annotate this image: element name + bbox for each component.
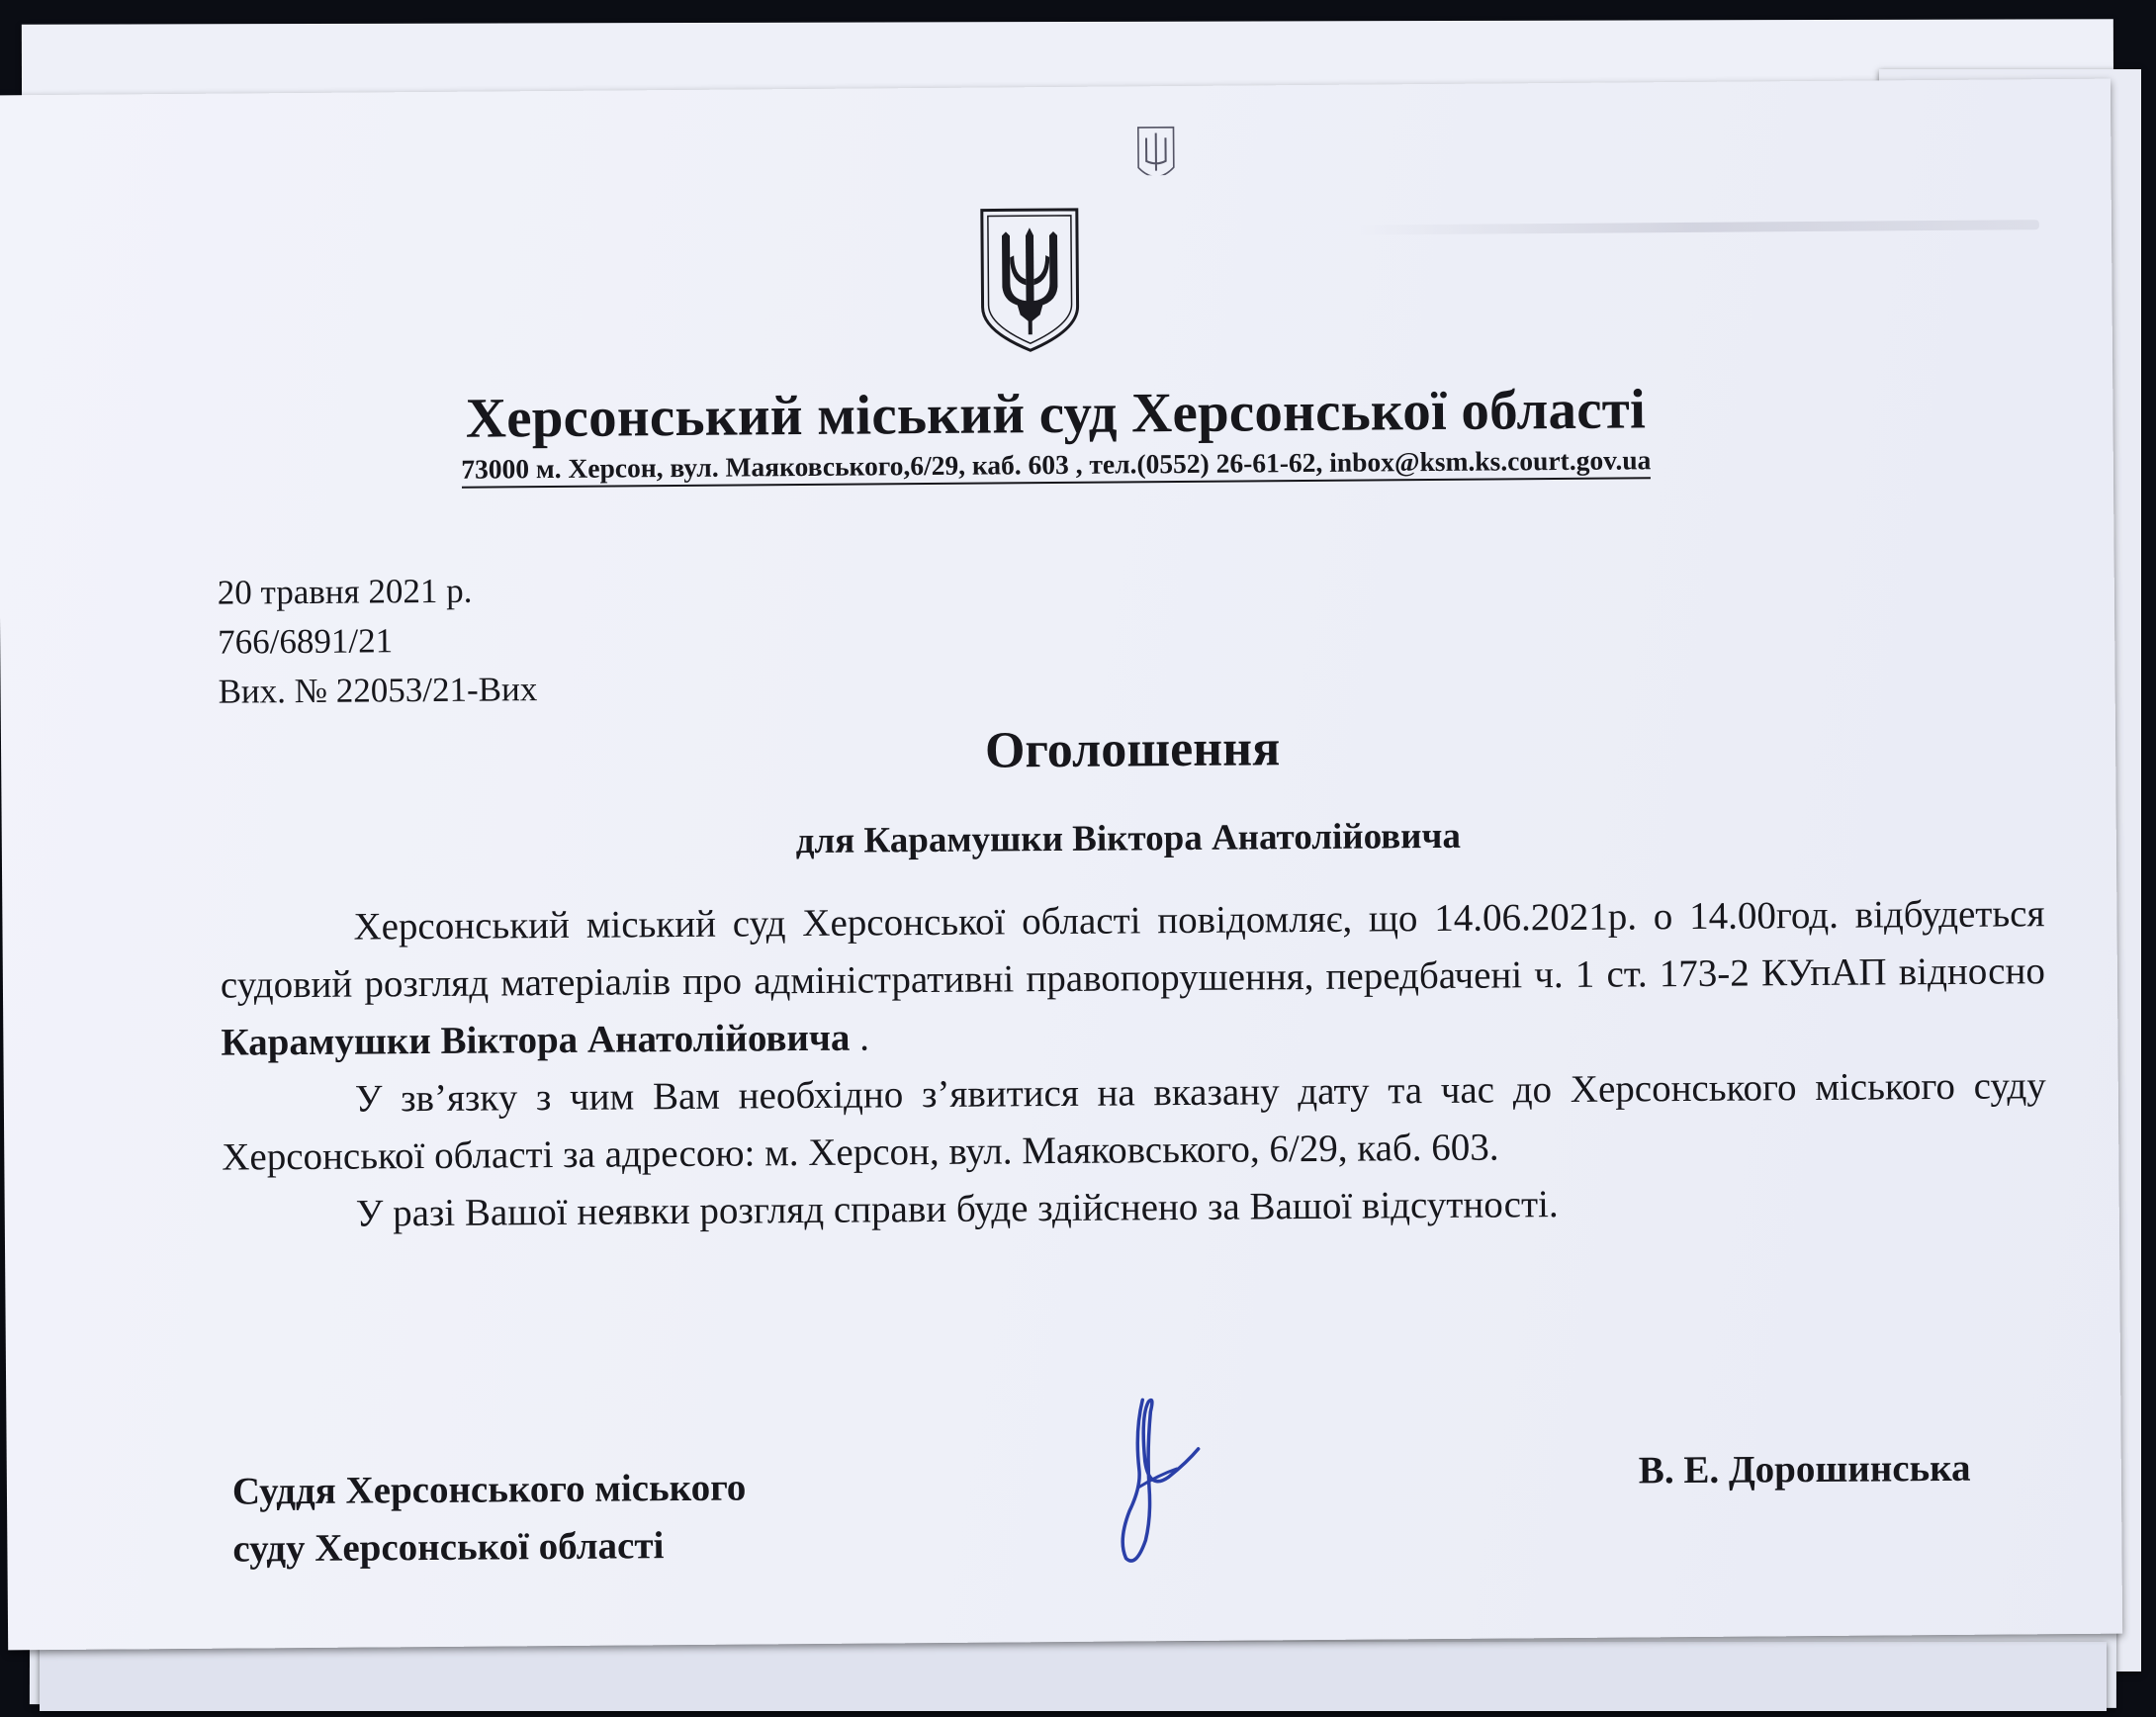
signer-position [232,1460,747,1579]
document-body [220,885,2047,1243]
handwritten-signature-icon [1099,1392,1209,1571]
body-paragraph-1-name: Карамушки Віктора Анатолійовича [221,1016,851,1064]
signer-name: В. Е. Дорошинська [1638,1446,1971,1492]
document-date: 20 травня 2021 р. [217,571,473,612]
court-address [0,443,2113,487]
court-name-heading: Херсонський міський суд Херсонської області [465,378,1647,450]
body-paragraph-1 [220,885,2045,1071]
document-sheet [0,79,2122,1651]
court-address-text: 73000 м. Херсон, вул. Маяковського,6/29, каб. 603 , тел.(0552) 26-61-62, inbox@ksm.ks.court.gov.ua [461,444,1651,488]
back-sheet-bottom-lower [40,1642,2107,1711]
body-paragraph-1-end: . [850,1016,870,1059]
coat-of-arms-icon [976,206,1084,353]
case-number: 766/6891/21 [218,621,394,662]
outgoing-number: Вих. № 22053/21-Вих [218,670,538,711]
document-recipient: для Карамушки Віктора Анатолійовича [795,815,1462,862]
body-paragraph-2: У зв’язку з чим Вам необхідно з’явитися на вказану дату та час до Херсонського міського суду Херсонської області за адресою: м. Херсон, вул. Маяковського, 6/29, каб. 603. [222,1064,2046,1179]
signer-position-line-2: суду Херсонської області [232,1524,665,1571]
bleed-through-emblem-icon [1104,126,1208,176]
bleed-through-text [1357,220,2039,234]
body-paragraph-1-text: Херсонський міський суд Херсонської області повідомляє, що 14.06.2021р. о 14.00год. відбудеться судовий розгляд матеріалів про адміністративні правопорушення, передбачені ч. 1 ст. 173-2 КУпАП відносно [220,892,2046,1007]
document-title: Оголошення [984,720,1281,779]
signer-position-line-1: Суддя Херсонського міського [231,1466,747,1513]
body-paragraph-3: У разі Вашої неявки розгляд справи буде здійснено за Вашої відсутності. [355,1183,1559,1235]
